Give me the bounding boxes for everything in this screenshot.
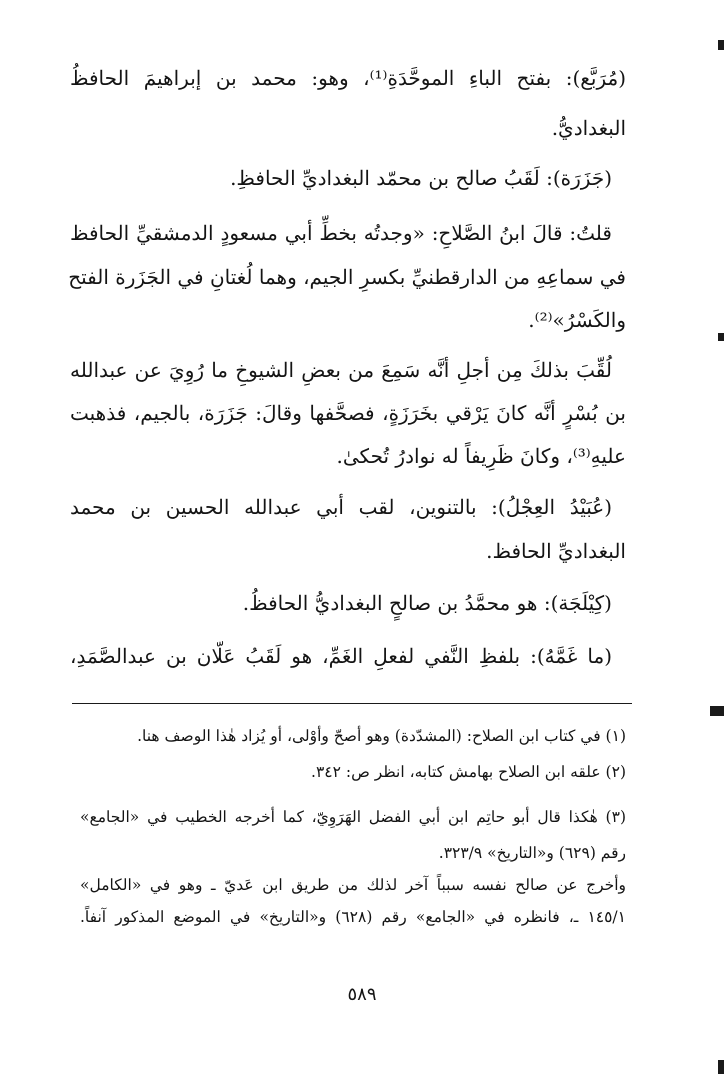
footnote-3-line-4: ١٤٥/١ ـ، فانظره في «الجامع» رقم (٦٢٨) و«التاريخ» في الموضع المذكور آنفاً. [80, 908, 626, 926]
footnote-3-line-2: رقم (٦٢٩) و«التاريخ» ٣٢٣/٩. [438, 844, 626, 862]
page-number: ٥٨٩ [347, 984, 377, 1005]
footnote-separator [72, 703, 632, 704]
entry-ma-ghammahu: (ما غَمَّهُ): بلفظِ النَّفي لفعلِ الغَمِّ، هو لَقَبُ عَلّان بن عبدالصَّمَدِ، [70, 644, 612, 668]
footnote-2: (٢) علقه ابن الصلاح بهامش كتابه، انظر ص: ٣٤٢. [311, 763, 626, 781]
entry-kaylaja: (كِيْلَجَة): هو محمَّدُ بن صالحٍ البغداديُّ الحافظُ. [242, 591, 612, 615]
footnote-1: (١) في كتاب ابن الصلاح: (المشدّدة) وهو أصحّ وأوْلى، أو يُزاد هٰذا الوصف هنا. [137, 727, 626, 745]
ibn-salah-quote-line-2: في سماعِهِ من الدارقطنيِّ بكسرِ الجيم، وهما لُغتانِ في الجَزَرة الفتح [68, 265, 626, 289]
scan-edge-mark [718, 1060, 724, 1074]
laqab-explanation-line-3: عليهِ⁽³⁾، وكانَ ظَرِيفاً له نوادرُ تُحكىٰ. [336, 444, 626, 468]
footnote-3-line-3: وأخرج عن صالح نفسه سبباً آخر لذلك من طريق ابن عَديّ ـ وهو في «الكامل» [80, 876, 626, 894]
entry-murabba-line-2: البغداديُّ. [551, 116, 626, 140]
entry-ubayd-line-1: (عُبَيْدُ العِجْلُ): بالتنوين، لقب أبي عبدالله الحسين بن محمد [70, 495, 612, 519]
laqab-explanation-line-2: بن بُسْرٍ أنَّه كانَ يَرْقي بخَرَزَةٍ، فصحَّفها وقالَ: جَزَرَة، بالجيم، فذهبت [70, 401, 626, 425]
ibn-salah-quote-line-3: والكَسْرُ»⁽²⁾. [528, 308, 626, 332]
scan-edge-mark [710, 706, 724, 716]
scan-edge-mark [718, 40, 724, 50]
footnote-3-line-1: (٣) هٰكذا قال أبو حاتِم ابن أبي الفضل الهَرَوِيّ، كما أخرجه الخطيب في «الجامع» [80, 808, 626, 826]
laqab-explanation-line-1: لُقِّبَ بذلكَ مِن أجلِ أنَّه سَمِعَ من بعضِ الشيوخِ ما رُوِيَ عن عبدالله [70, 358, 612, 382]
entry-ubayd-line-2: البغداديِّ الحافظ. [486, 539, 626, 563]
entry-murabba-line-1: (مُرَبَّع): بفتح الباءِ الموحَّدَةِ⁽¹⁾، وهو: محمد بن إبراهيمَ الحافظُ [70, 66, 627, 90]
entry-jazara: (جَزَرَة): لَقَبُ صالح بن محمّد البغداديِّ الحافظِ. [230, 166, 612, 190]
ibn-salah-quote-line-1: قلتُ: قالَ ابنُ الصَّلاحِ: «وجدتُه بخطِّ أبي مسعودٍ الدمشقيِّ الحافظ [70, 221, 612, 245]
scan-edge-mark [718, 333, 724, 341]
